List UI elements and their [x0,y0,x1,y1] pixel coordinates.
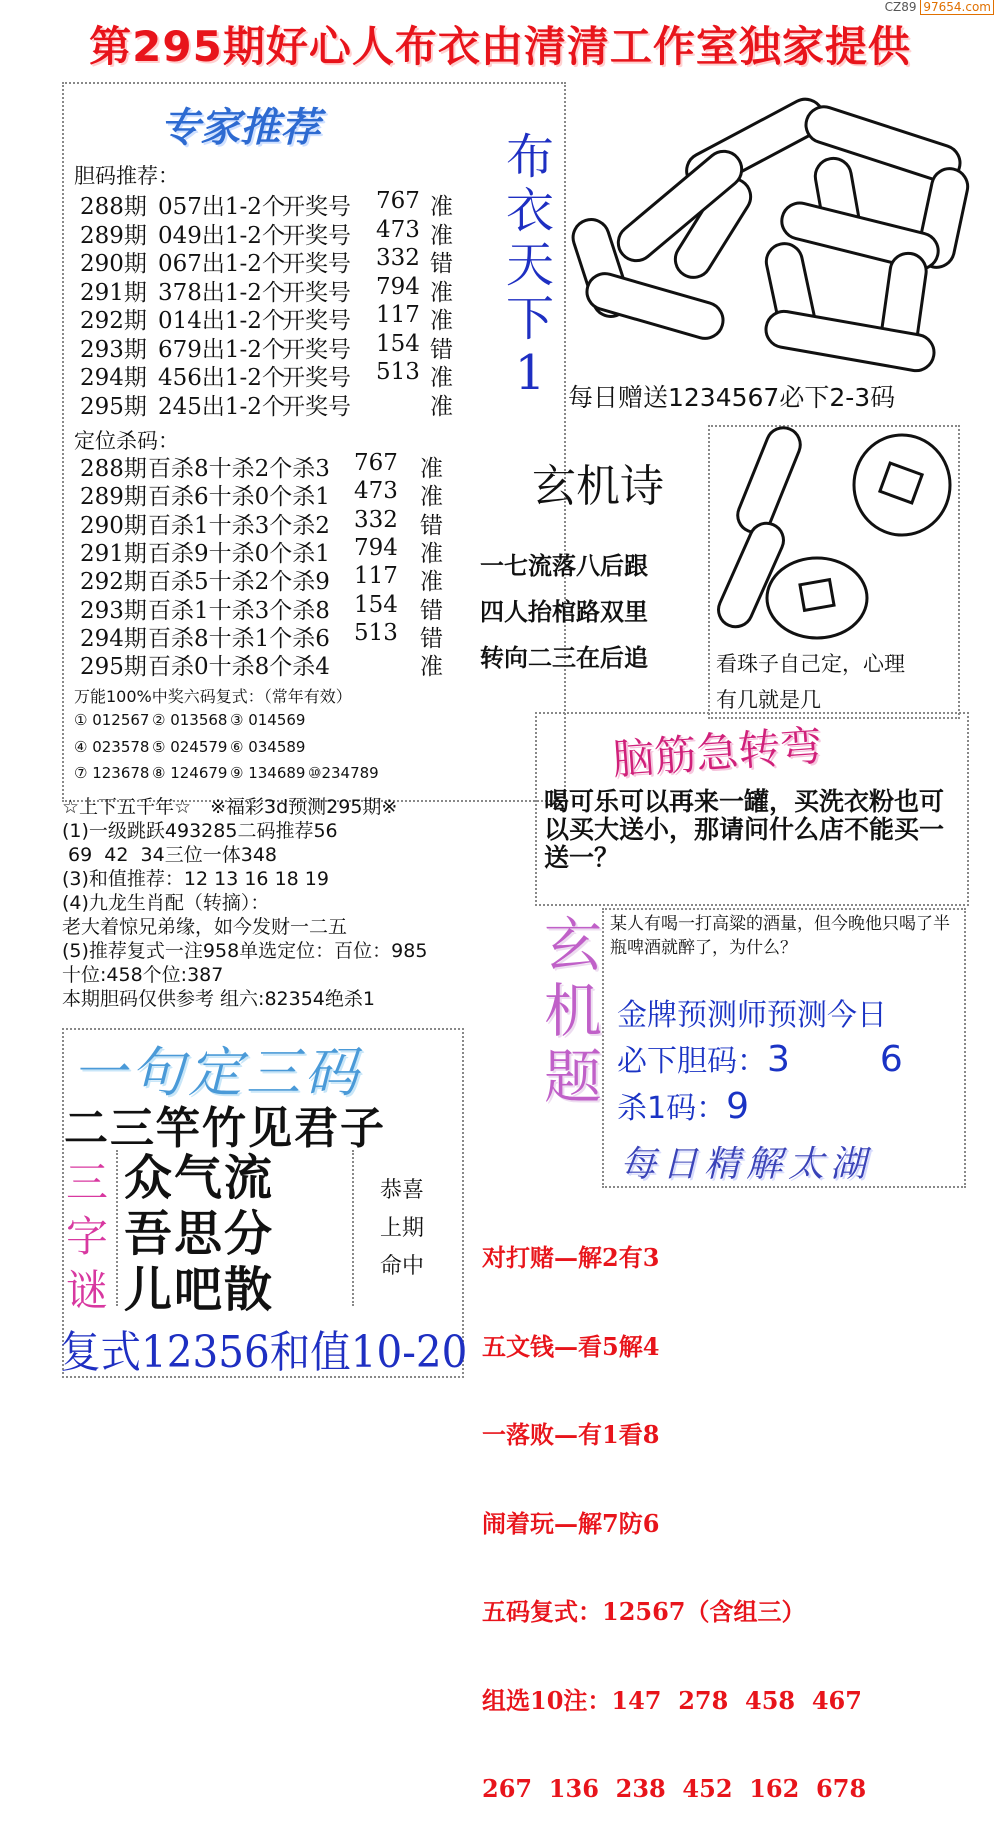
taihu-line: 五文钱—看5解4 [482,1331,660,1361]
kill-period: 294期 [80,625,147,652]
hint-text [716,646,905,718]
kill-label: 定位杀码： [74,429,179,453]
kill-result: 473 [354,478,398,505]
zimi-line: 吾思分 [124,1206,275,1262]
daily-gift: 每日赠送1234567必下2-3码 [568,383,896,412]
dan-result: 332 [376,245,420,271]
kill-row [80,648,480,681]
kill-period: 292期 [80,569,147,596]
gold-dan-label: 必下胆码： [617,1044,767,1079]
dan-label-text: 开奖号 [282,336,351,363]
yiju-title: 一句定三码 [72,1041,362,1104]
kill-result: 767 [354,450,398,476]
fivek-section [62,795,532,1011]
buyi-char: 1 [514,345,546,401]
combo-item: ⑥ 034589 [230,737,306,756]
dan-row [80,330,480,363]
taihu-line: 组选10注：147 278 458 467 [482,1685,862,1715]
kill-period: 290期 [80,512,147,539]
dan-label-text: 开奖号 [282,222,351,249]
buyi-char: 衣 [505,183,554,239]
kill-pick: 百杀1十杀3个杀8 [148,597,330,624]
kill-row [80,591,480,624]
small-digits-10 [712,420,952,645]
dan-verdict: 错 [430,336,453,363]
big-digits-28 [565,78,993,378]
gold-dan-a: 3 [767,1039,790,1080]
sanzi-char: 谜 [65,1266,108,1315]
dan-pick: 067出1-2个 [158,251,285,277]
sanzi-char: 字 [65,1212,108,1261]
dan-pick: 049出1-2个 [158,222,285,249]
combo-item: ② 013568 [152,711,228,729]
buyi-char: 下 [505,291,554,347]
congrats-line: 命中 [380,1254,425,1279]
brain-title: 脑筋急转弯 [610,720,824,785]
coin-hole [800,580,834,611]
kill-result: 332 [354,506,398,533]
zimi-line: 儿吧散 [124,1262,275,1318]
dan-label-text: 开奖号 [282,393,351,420]
dan-row [80,245,480,277]
kill-verdict: 准 [420,456,443,482]
dan-period: 290期 [80,251,147,277]
kill-row [80,563,480,596]
watermark-right: 97654.com [920,0,994,15]
dan-row [80,302,480,334]
combo-item: ③ 014569 [230,711,306,729]
kill-row [80,506,480,539]
zimi-lines [124,1150,274,1318]
xuanji-question: 某人有喝一打高粱的酒量，但今晚他只喝了半瓶啤酒就醉了，为什么？ [610,914,950,958]
expert-heading: 专家推荐 [160,105,320,151]
fivek-line: ☆上下五千年☆ ※福彩3d预测295期※ [62,796,398,818]
poem-line: 四人抬棺路双里 [480,598,648,626]
dan-result: 794 [376,273,420,300]
dan-label-text: 开奖号 [282,279,351,306]
dan-verdict: 准 [430,365,453,391]
dan-result: 154 [376,330,420,357]
watermark [885,0,994,14]
dan-label-text: 开奖号 [282,365,351,391]
dan-verdict: 准 [430,393,453,420]
taihu-lines [482,1184,952,1833]
dan-result: 473 [376,216,420,243]
dan-verdict: 准 [430,308,453,334]
dan-result: 767 [376,188,420,214]
taihu-line: 对打赌—解2有3 [482,1243,660,1272]
kill-result: 117 [354,563,398,590]
dan-verdict: 错 [430,251,453,277]
taihu-line: 闹着玩—解7防6 [482,1508,660,1538]
fivek-line: 69 42 34三位一体348 [62,844,277,866]
dan-row [80,188,480,220]
dan-period: 289期 [80,222,147,249]
kill-verdict: 准 [420,540,443,567]
fivek-line: (1)一级跳跃493285二码推荐56 [62,820,338,842]
congrats-line: 恭喜 [380,1178,425,1203]
dan-verdict: 准 [430,222,453,249]
kill-verdict: 准 [420,569,443,596]
kill-pick: 百杀8十杀1个杀6 [148,625,330,652]
digit-segment [733,423,806,538]
combo-item: ⑧ 124679 [152,764,228,782]
taihu-line: 五码复式：12567（含组三） [482,1597,806,1626]
poem-line: 一七流落八后跟 [480,552,648,580]
dan-period: 292期 [80,308,147,334]
dan-label: 胆码推荐： [74,164,179,188]
gold-line1: 金牌预测师预测今日 [617,998,887,1033]
kill-period: 289期 [80,484,147,511]
dan-label-text: 开奖号 [282,194,351,220]
small-digits-graphic [712,420,952,645]
gold-kill-label: 杀1码： [617,1091,727,1126]
kill-pick: 百杀6十杀0个杀1 [148,484,330,511]
zimi-line: 众气流 [124,1150,275,1206]
kill-verdict: 错 [420,625,443,652]
fushi-line: 复式12356和值10-20 [60,1327,468,1378]
fivek-line: (5)推荐复式一注958单选定位：百位：985 [62,940,428,962]
dan-row [80,273,480,306]
gold-dan [617,1036,903,1080]
gold-kill [617,1083,749,1127]
combo-item: ① 012567 [74,711,150,729]
dan-label-text: 开奖号 [282,251,351,277]
buyi-vertical [498,130,562,400]
dan-pick: 456出1-2个 [158,365,285,391]
buyi-char: 天 [505,237,554,293]
page-title: 第295期好心人布衣由清清工作室独家提供 [89,22,911,71]
dan-period: 288期 [80,194,147,220]
brain-question: 喝可乐可以再来一罐，买洗衣粉也可以买大送小，那请问什么店不能买一送一？ [544,787,945,872]
kill-verdict: 错 [420,512,443,539]
kill-row [80,478,480,511]
kill-verdict: 准 [420,654,443,681]
taihu-title: 每日精解太湖 [620,1144,873,1185]
taihu-line: 一落败—有1看8 [482,1420,660,1449]
hint-line: 看珠子自己定，心理 [716,652,905,676]
kill-result: 154 [354,591,398,618]
gold-dan-b: 6 [879,1039,903,1080]
multi-label: 万能100%中奖六码复式：（常年有效） [74,687,352,706]
watermark-left: CZ89 [884,0,917,14]
kill-pick: 百杀5十杀2个杀9 [148,569,330,596]
fivek-line: 十位:458个位:387 [62,964,224,986]
dan-period: 291期 [80,279,147,306]
dan-pick: 245出1-2个 [158,393,285,420]
kill-result: 513 [354,619,398,646]
kill-period: 295期 [80,654,147,681]
kill-verdict: 错 [420,597,443,624]
dan-period: 295期 [80,393,147,420]
kill-verdict: 准 [420,484,443,511]
xuanji-char: 机 [543,977,602,1045]
poem-line: 转向二三在后追 [480,644,648,672]
kill-row [80,450,480,482]
kill-row [80,619,480,652]
xuanji-char: 题 [543,1043,602,1111]
taihu-line: 267 136 238 452 162 678 [482,1774,867,1803]
combo-item: ⑩234789 [308,764,379,782]
fivek-line: (3)和值推荐：12 13 16 18 19 [62,868,329,890]
buyi-char: 布 [505,129,554,185]
dan-verdict: 准 [430,194,453,220]
kill-period: 293期 [80,597,147,624]
combo-item: ⑤ 024579 [152,737,228,756]
dan-verdict: 准 [430,279,453,306]
dan-label-text: 开奖号 [282,308,351,334]
sanzi-char: 三 [65,1158,108,1207]
poem-title: 玄机诗 [532,461,664,512]
dan-pick: 679出1-2个 [158,336,285,363]
xuanji-title [538,912,608,1110]
congrats [380,1172,424,1286]
dan-pick: 014出1-2个 [158,308,285,334]
combo-item: ⑦ 123678 [74,764,150,782]
kill-result: 794 [354,534,398,561]
kill-period: 291期 [80,540,147,567]
fivek-line: 老大着惊兄弟缘，如今发财一二五 [62,916,348,938]
fivek-line: (4)九龙生肖配（转摘）： [62,892,270,914]
fivek-line: 本期胆码仅供参考 组六:82354绝杀1 [62,988,375,1010]
dan-period: 294期 [80,365,147,391]
dan-period: 293期 [80,336,147,363]
dan-row [80,359,480,391]
combo-item: ⑨ 134689 [230,764,306,782]
dan-pick: 378出1-2个 [158,279,285,306]
dan-row [80,216,480,249]
dan-row [80,388,480,420]
gold-kill-value: 9 [726,1086,749,1127]
combo-item: ④ 023578 [74,737,150,756]
xuanji-char: 玄 [543,911,602,979]
sanzi-label [64,1156,110,1318]
yiju-phrase: 二三竿竹见君子 [64,1103,386,1154]
kill-period: 288期 [80,456,147,482]
congrats-line: 上期 [380,1216,425,1241]
kill-pick: 百杀1十杀3个杀2 [148,512,330,539]
big-digits-graphic [565,78,993,378]
dan-result: 513 [376,359,420,385]
kill-row [80,534,480,567]
dan-pick: 057出1-2个 [158,194,285,220]
dan-result: 117 [376,302,420,328]
digit-segment [583,269,727,342]
hint-line: 有几就是几 [716,688,821,712]
kill-pick: 百杀0十杀8个杀4 [148,654,330,681]
kill-pick: 百杀9十杀0个杀1 [148,540,330,567]
kill-pick: 百杀8十杀2个杀3 [148,456,330,482]
